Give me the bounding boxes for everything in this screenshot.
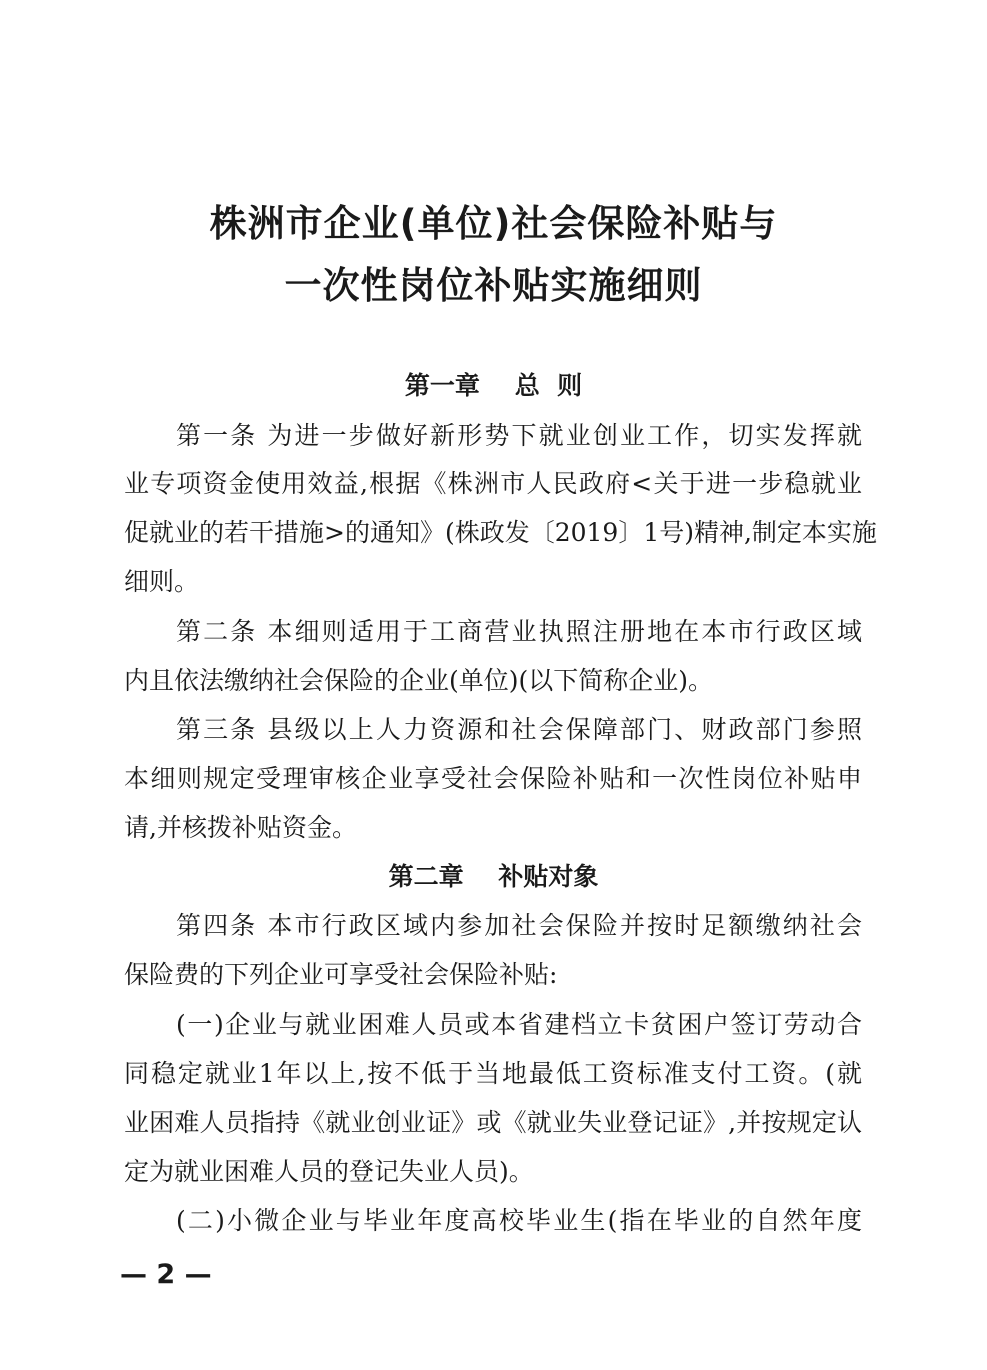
chapter-1-heading: 第一章 总 则 <box>404 371 583 400</box>
article-2-line-1: 第二条 本细则适用于工商营业执照注册地在本市行政区域 <box>176 617 862 646</box>
document-title-line-1: 株洲市企业(单位)社会保险补贴与 <box>209 202 778 245</box>
item-1-line-4: 定为就业困难人员的登记失业人员)。 <box>124 1157 534 1186</box>
article-1-line-4: 细则。 <box>124 567 200 596</box>
document-title-line-2: 一次性岗位补贴实施细则 <box>284 264 703 307</box>
page-number: — 2 — <box>120 1259 212 1290</box>
item-1-line-1: (一)企业与就业困难人员或本省建档立卡贫困户签订劳动合 <box>176 1010 862 1039</box>
article-4-line-1: 第四条 本市行政区域内参加社会保险并按时足额缴纳社会 <box>176 911 862 940</box>
article-1-line-2: 业专项资金使用效益,根据《株洲市人民政府<关于进一步稳就业 <box>124 469 862 498</box>
article-4-line-2: 保险费的下列企业可享受社会保险补贴: <box>124 960 558 989</box>
article-3-line-1: 第三条 县级以上人力资源和社会保障部门、财政部门参照 <box>176 715 862 744</box>
article-1-line-3: 促就业的若干措施>的通知》(株政发〔2019〕1号)精神,制定本实施 <box>124 518 877 547</box>
item-1-line-3: 业困难人员指持《就业创业证》或《就业失业登记证》,并按规定认 <box>124 1108 862 1137</box>
article-3-line-3: 请,并核拨补贴资金。 <box>124 813 357 842</box>
item-1-line-2: 同稳定就业1年以上,按不低于当地最低工资标准支付工资。(就 <box>124 1059 862 1088</box>
article-1-line-1: 第一条 为进一步做好新形势下就业创业工作，切实发挥就 <box>176 421 862 450</box>
chapter-2-heading: 第二章 补贴对象 <box>388 862 599 891</box>
article-2-line-2: 内且依法缴纳社会保险的企业(单位)(以下简称企业)。 <box>124 666 714 695</box>
article-3-line-2: 本细则规定受理审核企业享受社会保险补贴和一次性岗位补贴申 <box>124 764 862 793</box>
item-2-line-1: (二)小微企业与毕业年度高校毕业生(指在毕业的自然年度 <box>176 1206 862 1235</box>
